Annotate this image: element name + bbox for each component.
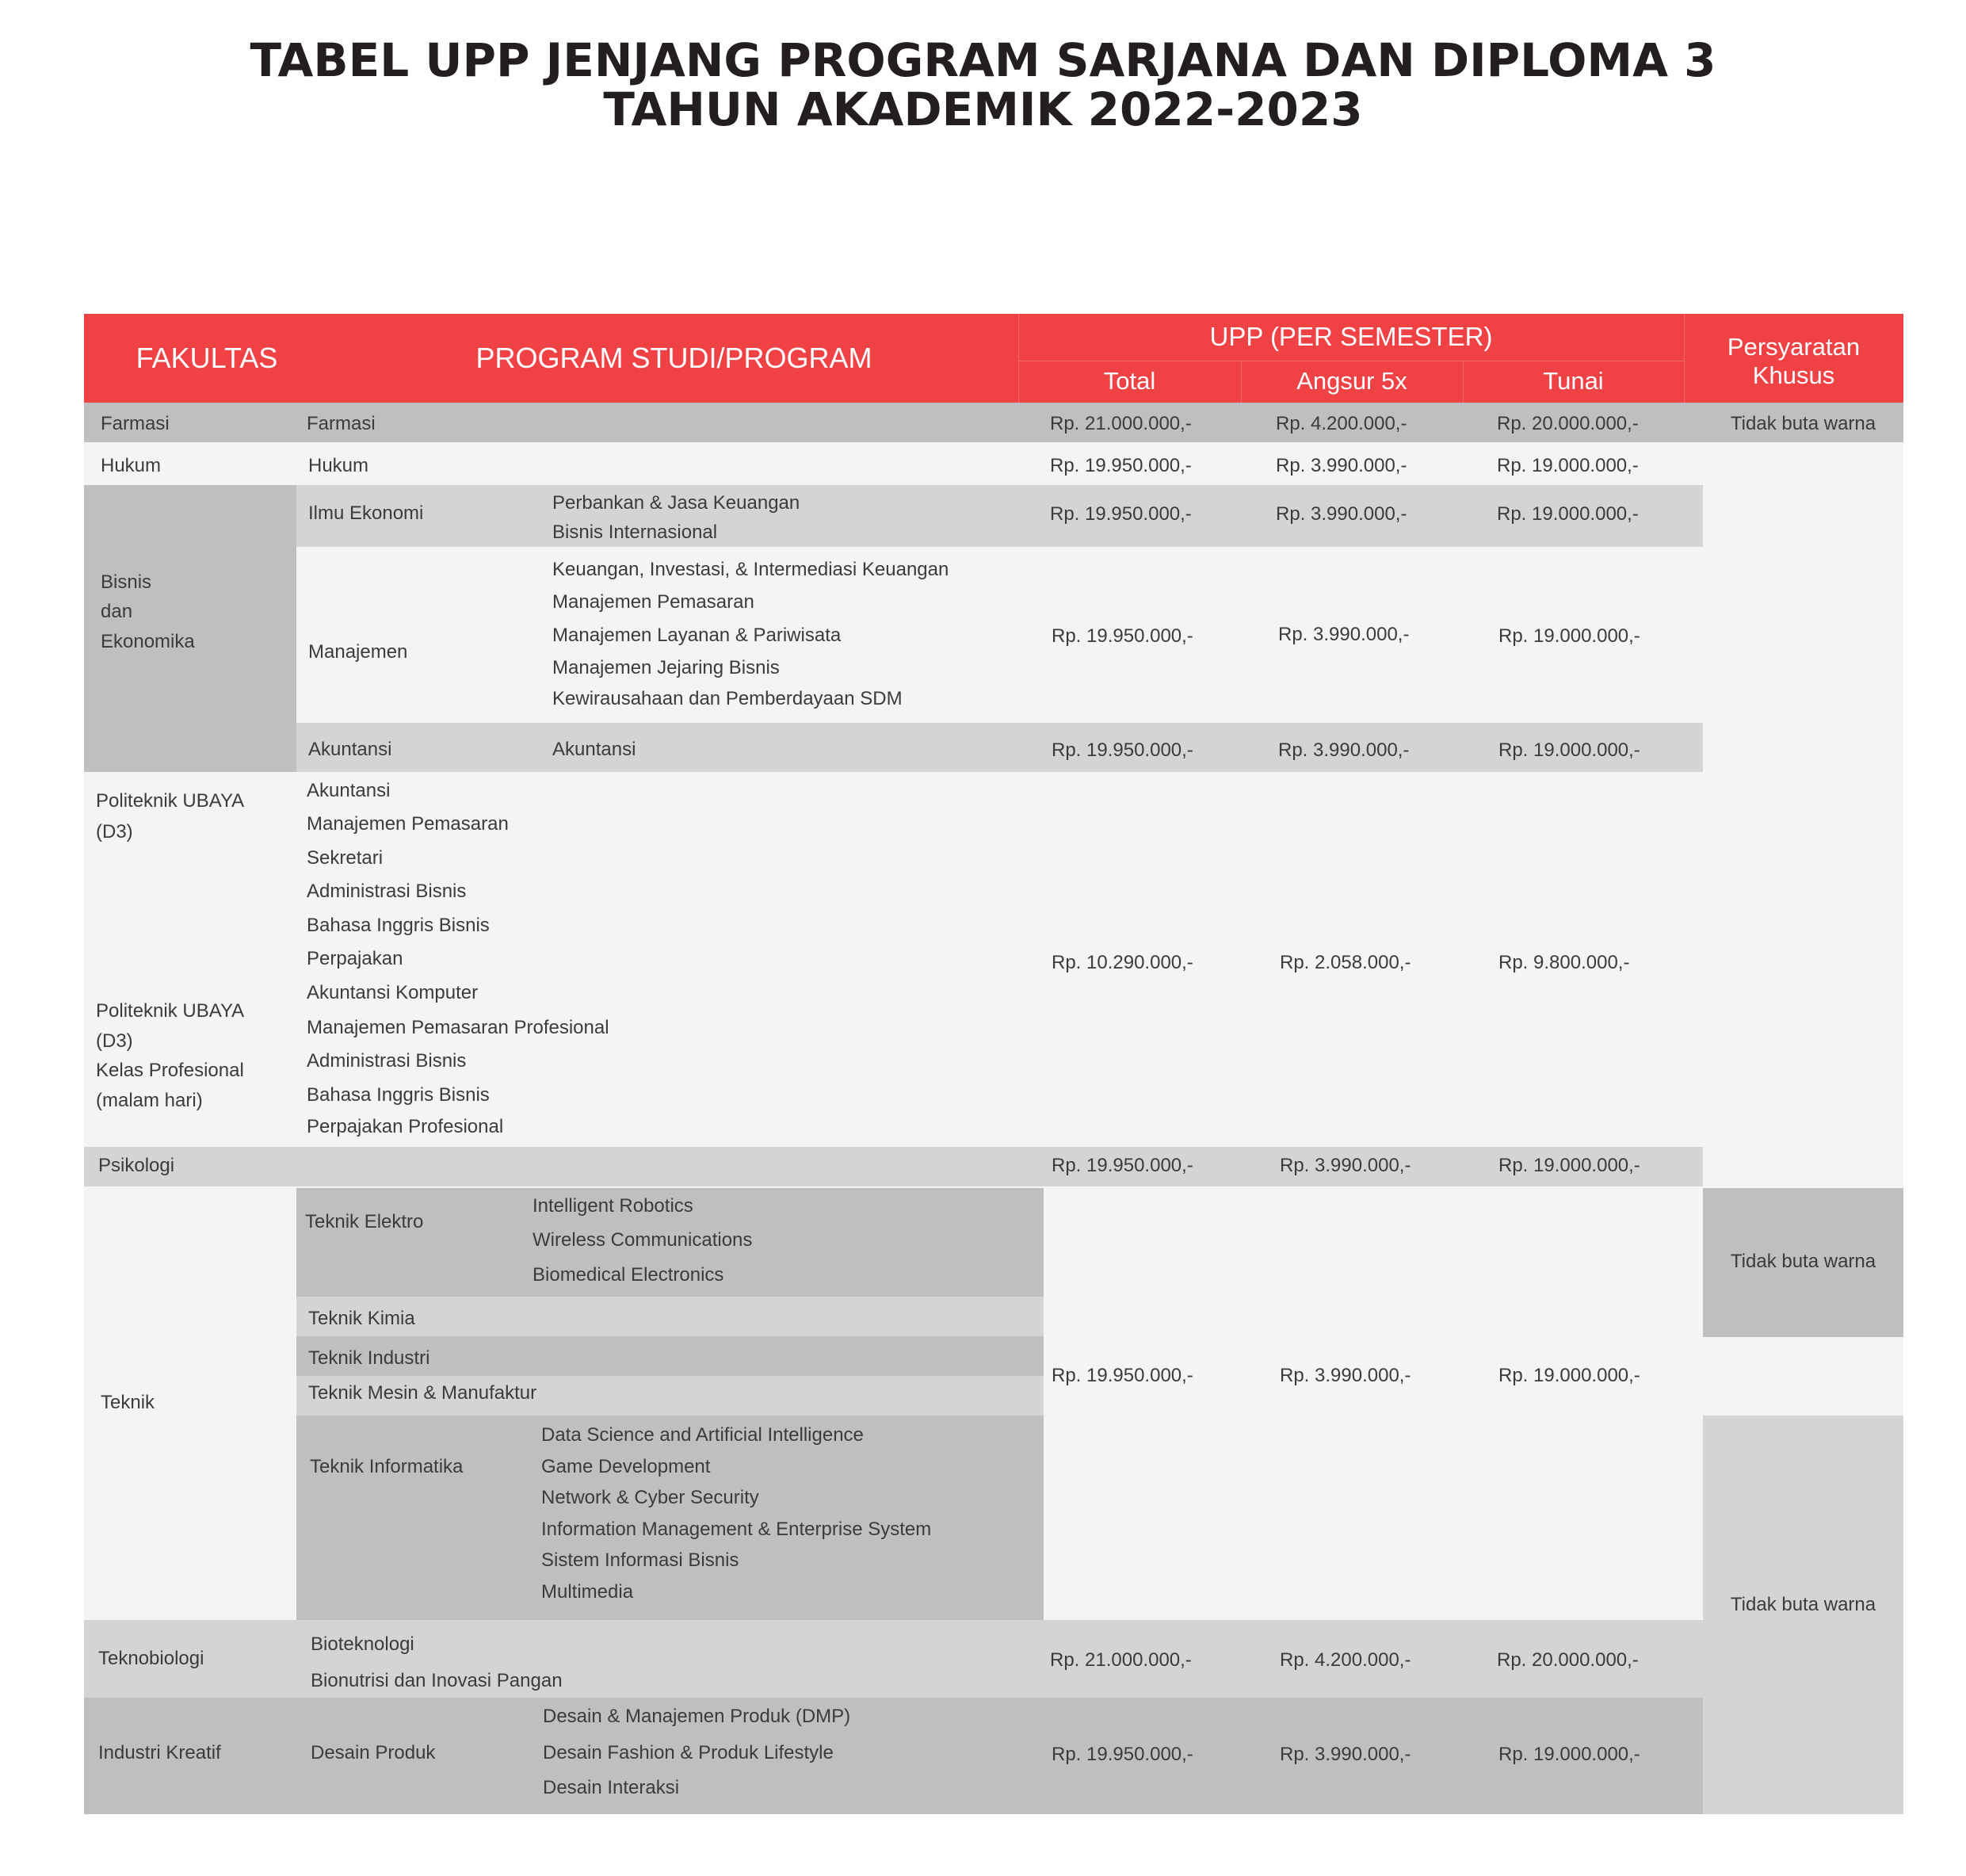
- header-angsur: Angsur 5x: [1296, 367, 1407, 395]
- prodi-manajemen: Manajemen: [308, 641, 408, 663]
- tunai-psikologi: Rp. 19.000.000,-: [1498, 1155, 1640, 1176]
- prodi-akuntansi: Akuntansi: [308, 739, 392, 760]
- konsentrasi-ilmu-ekonomi-2: Bisnis Internasional: [552, 522, 718, 543]
- angsur-teknobiologi: Rp. 4.200.000,-: [1280, 1649, 1411, 1671]
- tunai-manajemen: Rp. 19.000.000,-: [1498, 625, 1640, 647]
- prodi-teknik-mesin: Teknik Mesin & Manufaktur: [308, 1382, 537, 1404]
- total-psikologi: Rp. 19.950.000,-: [1052, 1155, 1193, 1176]
- prodi-teknik-informatika: Teknik Informatika: [310, 1456, 464, 1477]
- prodi-desain-produk: Desain Produk: [311, 1742, 436, 1763]
- total-teknobiologi: Rp. 21.000.000,-: [1050, 1649, 1192, 1671]
- total-ilmu-ekonomi: Rp. 19.950.000,-: [1050, 503, 1192, 525]
- fakultas-politeknik-a-1: Politeknik UBAYA: [96, 790, 245, 812]
- tunai-hukum: Rp. 19.000.000,-: [1497, 455, 1639, 476]
- fakultas-hukum: Hukum: [101, 455, 162, 476]
- fakultas-teknobiologi: Teknobiologi: [98, 1648, 204, 1669]
- konsentrasi-manajemen-3: Manajemen Layanan & Pariwisata: [552, 625, 842, 646]
- program-politeknik: Bahasa Inggris Bisnis: [307, 915, 490, 936]
- fakultas-politeknik-b-1: Politeknik UBAYA: [96, 1000, 245, 1022]
- tunai-ilmu-ekonomi: Rp. 19.000.000,-: [1497, 503, 1639, 525]
- konsentrasi-manajemen-1: Keuangan, Investasi, & Intermediasi Keuangan: [552, 559, 949, 580]
- header-upp: UPP (PER SEMESTER): [1209, 322, 1493, 351]
- konsentrasi-teknik-informatika-3: Network & Cyber Security: [541, 1487, 759, 1508]
- konsentrasi-teknik-informatika-2: Game Development: [541, 1456, 711, 1477]
- tunai-teknobiologi: Rp. 20.000.000,-: [1497, 1649, 1639, 1671]
- header-total: Total: [1103, 367, 1156, 395]
- total-industri-kreatif: Rp. 19.950.000,-: [1052, 1744, 1193, 1765]
- angsur-teknik: Rp. 3.990.000,-: [1280, 1365, 1411, 1386]
- bisnis-fakultas-bg: [84, 485, 296, 772]
- total-teknik: Rp. 19.950.000,-: [1052, 1365, 1193, 1386]
- program-politeknik: Akuntansi Komputer: [307, 982, 479, 1003]
- program-politeknik: Perpajakan: [307, 948, 403, 969]
- header-program: PROGRAM STUDI/PROGRAM: [475, 342, 872, 374]
- fakultas-bisnis-2: dan: [101, 601, 133, 622]
- fakultas-politeknik-b-3: Kelas Profesional: [96, 1060, 244, 1081]
- fakultas-politeknik-b-4: (malam hari): [96, 1090, 203, 1111]
- header-tunai: Tunai: [1543, 367, 1604, 395]
- header-persyaratan-1: Persyaratan: [1727, 333, 1861, 361]
- program-politeknik: Manajemen Pemasaran Profesional: [307, 1017, 609, 1038]
- tunai-akuntansi: Rp. 19.000.000,-: [1498, 739, 1640, 761]
- syarat-teknik-bawah: Tidak buta warna: [1730, 1594, 1876, 1615]
- konsentrasi-desain-produk-1: Desain & Manajemen Produk (DMP): [543, 1706, 851, 1727]
- program-politeknik: Sekretari: [307, 847, 384, 869]
- page-title-line-1: TABEL UPP JENJANG PROGRAM SARJANA DAN DIPLOMA 3: [250, 33, 1716, 87]
- total-farmasi: Rp. 21.000.000,-: [1050, 413, 1192, 434]
- konsentrasi-teknik-informatika-4: Information Management & Enterprise System: [541, 1519, 932, 1540]
- fakultas-teknik: Teknik: [101, 1392, 155, 1413]
- konsentrasi-manajemen-5: Kewirausahaan dan Pemberdayaan SDM: [552, 688, 903, 709]
- konsentrasi-desain-produk-3: Desain Interaksi: [543, 1777, 680, 1798]
- program-politeknik: Administrasi Bisnis: [307, 1050, 467, 1072]
- konsentrasi-teknik-informatika-1: Data Science and Artificial Intelligence: [541, 1424, 864, 1446]
- header-persyaratan-2: Khusus: [1752, 361, 1835, 389]
- prodi-teknik-kimia: Teknik Kimia: [308, 1308, 415, 1329]
- konsentrasi-manajemen-2: Manajemen Pemasaran: [552, 591, 754, 613]
- angsur-politeknik: Rp. 2.058.000,-: [1280, 952, 1411, 973]
- konsentrasi-teknik-elektro-2: Wireless Communications: [533, 1229, 753, 1251]
- angsur-akuntansi: Rp. 3.990.000,-: [1278, 739, 1410, 761]
- program-teknobiologi: Bionutrisi dan Inovasi Pangan: [311, 1670, 563, 1691]
- total-politeknik: Rp. 10.290.000,-: [1052, 952, 1193, 973]
- fakultas-politeknik-b-2: (D3): [96, 1030, 133, 1052]
- konsentrasi-ilmu-ekonomi-1: Perbankan & Jasa Keuangan: [552, 492, 800, 514]
- program-politeknik: Administrasi Bisnis: [307, 881, 467, 902]
- tunai-teknik: Rp. 19.000.000,-: [1498, 1365, 1640, 1386]
- program-farmasi: Farmasi: [307, 413, 376, 434]
- row-bg-ilmu-ekonomi: [296, 485, 1703, 547]
- fakultas-psikologi: Psikologi: [98, 1155, 175, 1176]
- fakultas-bisnis-3: Ekonomika: [101, 631, 195, 652]
- tunai-politeknik: Rp. 9.800.000,-: [1498, 952, 1630, 973]
- fakultas-bisnis-1: Bisnis: [101, 571, 152, 593]
- konsentrasi-teknik-informatika-6: Multimedia: [541, 1581, 634, 1603]
- syarat-farmasi: Tidak buta warna: [1730, 413, 1876, 434]
- program-politeknik: Akuntansi: [307, 780, 391, 801]
- konsentrasi-desain-produk-2: Desain Fashion & Produk Lifestyle: [543, 1742, 834, 1763]
- prodi-ilmu-ekonomi: Ilmu Ekonomi: [308, 502, 424, 524]
- program-hukum: Hukum: [308, 455, 369, 476]
- fakultas-politeknik-a-2: (D3): [96, 821, 133, 842]
- total-hukum: Rp. 19.950.000,-: [1050, 455, 1192, 476]
- fakultas-industri-kreatif: Industri Kreatif: [98, 1742, 221, 1763]
- total-akuntansi: Rp. 19.950.000,-: [1052, 739, 1193, 761]
- tunai-industri-kreatif: Rp. 19.000.000,-: [1498, 1744, 1640, 1765]
- prodi-teknik-industri: Teknik Industri: [308, 1347, 430, 1369]
- angsur-farmasi: Rp. 4.200.000,-: [1276, 413, 1407, 434]
- angsur-psikologi: Rp. 3.990.000,-: [1280, 1155, 1411, 1176]
- tunai-farmasi: Rp. 20.000.000,-: [1497, 413, 1639, 434]
- syarat-teknik-elektro: Tidak buta warna: [1730, 1251, 1876, 1272]
- konsentrasi-teknik-informatika-5: Sistem Informasi Bisnis: [541, 1549, 739, 1571]
- prodi-teknik-elektro: Teknik Elektro: [305, 1211, 424, 1232]
- header-fakultas: FAKULTAS: [136, 342, 278, 374]
- program-politeknik: Bahasa Inggris Bisnis: [307, 1084, 490, 1106]
- program-politeknik: Manajemen Pemasaran: [307, 813, 509, 835]
- fakultas-farmasi: Farmasi: [101, 413, 170, 434]
- program-teknobiologi: Bioteknologi: [311, 1633, 414, 1655]
- konsentrasi-teknik-elektro-1: Intelligent Robotics: [533, 1195, 693, 1217]
- page-title-line-2: TAHUN AKADEMIK 2022-2023: [603, 82, 1363, 136]
- row-bg-psikologi: [84, 1147, 1703, 1186]
- angsur-manajemen: Rp. 3.990.000,-: [1278, 624, 1410, 645]
- angsur-hukum: Rp. 3.990.000,-: [1276, 455, 1407, 476]
- angsur-industri-kreatif: Rp. 3.990.000,-: [1280, 1744, 1411, 1765]
- program-politeknik: Perpajakan Profesional: [307, 1116, 504, 1137]
- konsentrasi-manajemen-4: Manajemen Jejaring Bisnis: [552, 657, 780, 678]
- angsur-ilmu-ekonomi: Rp. 3.990.000,-: [1276, 503, 1407, 525]
- row-bg-akuntansi: [296, 723, 1703, 772]
- total-manajemen: Rp. 19.950.000,-: [1052, 625, 1193, 647]
- konsentrasi-akuntansi: Akuntansi: [552, 739, 636, 760]
- konsentrasi-teknik-elektro-3: Biomedical Electronics: [533, 1264, 724, 1286]
